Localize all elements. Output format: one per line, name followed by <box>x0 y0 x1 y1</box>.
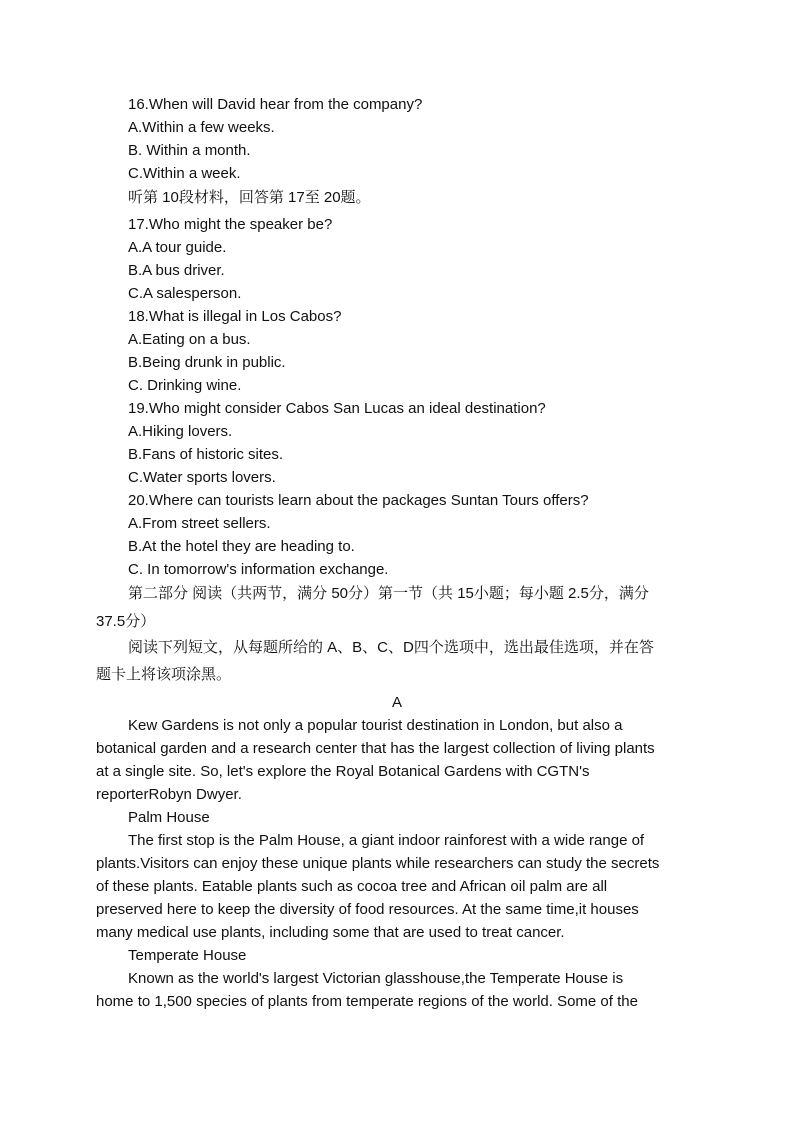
passage-p3-line1: Known as the world's largest Victorian glasshouse,the Temperate House is <box>128 970 624 987</box>
passage-p2-line3: of these plants. Eatable plants such as cocoa tree and African oil palm are all <box>96 878 608 895</box>
passage-p1-line4: reporterRobyn Dwyer. <box>96 786 242 803</box>
question-16: 16.When will David hear from the company? <box>128 96 423 113</box>
passage-p1-line1: Kew Gardens is not only a popular tourist destination in London, but also a <box>128 717 623 734</box>
part2-heading-line1: 第二部分 阅读（共两节，满分 50分）第一节（共 15小题；每小题 2.5分，满分 <box>128 585 649 602</box>
part2-instruction-line1: 阅读下列短文，从每题所给的 A、B、C、D四个选项中，选出最佳选项，并在答 <box>128 639 654 656</box>
section-heading-palm-house: Palm House <box>128 809 210 826</box>
option-17c: C.A salesperson. <box>128 285 242 302</box>
passage-p2-line5: many medical use plants, including some that are used to treat cancer. <box>96 924 565 941</box>
option-17a: A.A tour guide. <box>128 239 227 256</box>
passage-p2-line2: plants.Visitors can enjoy these unique plants while researchers can study the secrets <box>96 855 660 872</box>
question-18: 18.What is illegal in Los Cabos? <box>128 308 342 325</box>
section-heading-temperate-house: Temperate House <box>128 947 247 964</box>
option-18b: B.Being drunk in public. <box>128 354 286 371</box>
option-19a: A.Hiking lovers. <box>128 423 233 440</box>
passage-p2-line4: preserved here to keep the diversity of food resources. At the same time,it houses <box>96 901 639 918</box>
option-16a: A.Within a few weeks. <box>128 119 275 136</box>
instruction-material-10: 听第 10段材料，回答第 17至 20题。 <box>128 189 371 206</box>
option-20a: A.From street sellers. <box>128 515 271 532</box>
part2-instruction-line2: 题卡上将该项涂黑。 <box>96 666 232 683</box>
passage-p3-line2: home to 1,500 species of plants from temperate regions of the world. Some of the <box>96 993 638 1010</box>
passage-letter: A <box>391 694 402 711</box>
question-17: 17.Who might the speaker be? <box>128 216 333 233</box>
option-19b: B.Fans of historic sites. <box>128 446 284 463</box>
option-16b: B. Within a month. <box>128 142 251 159</box>
question-20: 20.Where can tourists learn about the packages Suntan Tours offers? <box>128 492 589 509</box>
option-19c: C.Water sports lovers. <box>128 469 276 486</box>
part2-heading-line2: 37.5分） <box>96 613 156 630</box>
option-20b: B.At the hotel they are heading to. <box>128 538 355 555</box>
option-18c: C. Drinking wine. <box>128 377 242 394</box>
question-19: 19.Who might consider Cabos San Lucas an ideal destination? <box>128 400 546 417</box>
option-17b: B.A bus driver. <box>128 262 225 279</box>
passage-p1-line3: at a single site. So, let's explore the Royal Botanical Gardens with CGTN's <box>96 763 590 780</box>
passage-p2-line1: The first stop is the Palm House, a giant indoor rainforest with a wide range of <box>128 832 645 849</box>
passage-p1-line2: botanical garden and a research center that has the largest collection of living plants <box>96 740 655 757</box>
option-20c: C. In tomorrow's information exchange. <box>128 561 389 578</box>
option-16c: C.Within a week. <box>128 165 241 182</box>
option-18a: A.Eating on a bus. <box>128 331 251 348</box>
